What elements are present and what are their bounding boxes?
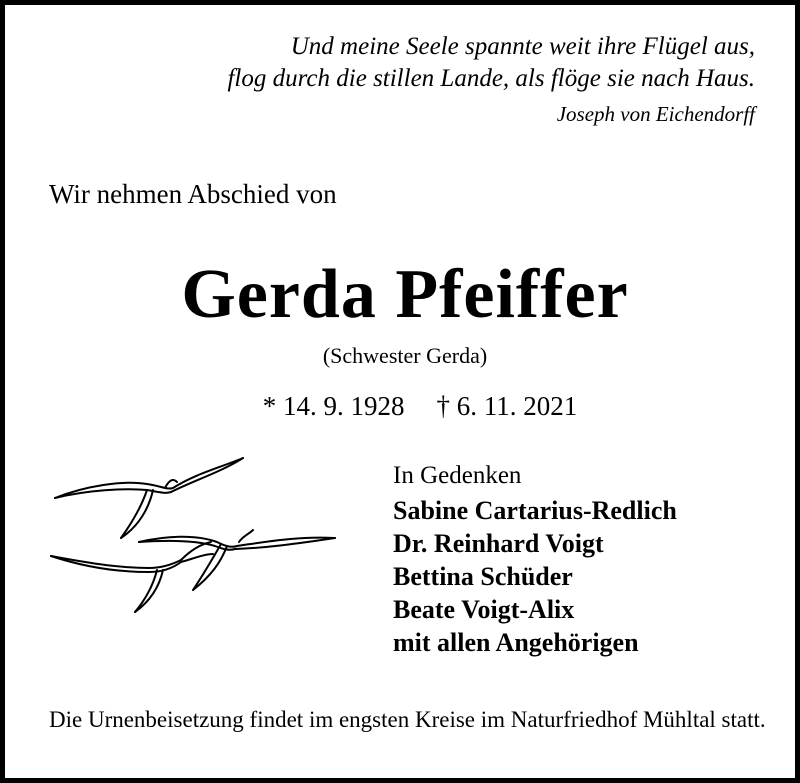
mourners-heading: In Gedenken — [393, 462, 522, 489]
quote-line-1: Und meine Seele spannte weit ihre Flügel aus, — [290, 33, 755, 60]
mourner-name: Dr. Reinhard Voigt — [393, 529, 604, 558]
deceased-nickname: (Schwester Gerda) — [322, 343, 488, 368]
quote-line-2: flog durch die stillen Lande, als flöge sie nach Haus. — [227, 65, 755, 92]
quote-author: Joseph von Eichendorff — [556, 102, 755, 126]
intro-text: Wir nehmen Abschied von — [49, 179, 337, 209]
life-dates — [5, 391, 800, 422]
birth-date: * 14. 9. 1928 — [262, 391, 405, 421]
mourner-name: Beate Voigt-Alix — [393, 595, 575, 624]
mourner-name: Sabine Cartarius-Redlich — [393, 496, 677, 525]
flying-birds-icon — [45, 450, 345, 620]
mourners-block — [393, 459, 677, 659]
mourner-name: Bettina Schüder — [393, 562, 573, 591]
death-date: † 6. 11. 2021 — [436, 391, 578, 421]
deceased-name: Gerda Pfeiffer — [181, 256, 629, 333]
quote-block — [55, 31, 755, 127]
mourner-name: mit allen Angehörigen — [393, 628, 639, 657]
burial-note: Die Urnenbeisetzung findet im engsten Kreise im Naturfriedhof Mühltal statt. — [49, 707, 766, 732]
